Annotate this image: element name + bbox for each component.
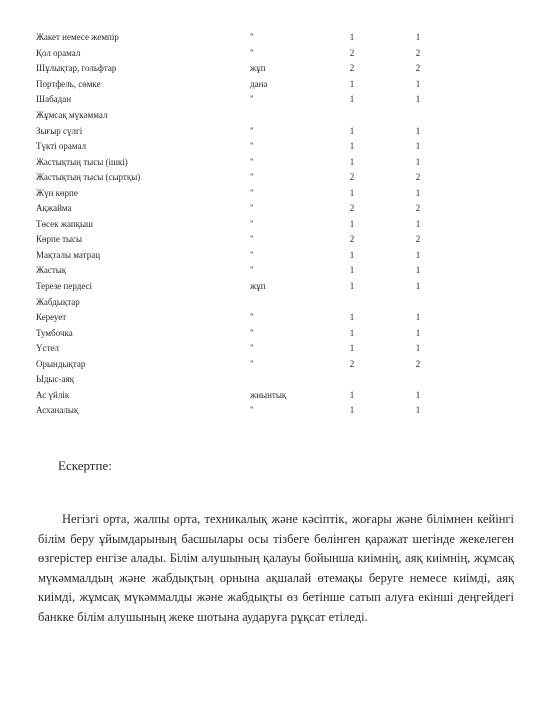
item-unit: " [250, 141, 254, 152]
item-unit: " [250, 358, 254, 369]
item-qty-1: 1 [349, 156, 355, 167]
item-qty-1: 1 [349, 187, 355, 198]
table-row [36, 341, 452, 357]
item-qty-2: 2 [415, 203, 421, 214]
table-row [36, 279, 452, 295]
item-qty-2: 1 [415, 156, 421, 167]
table-row [36, 310, 452, 326]
item-qty-1: 1 [349, 343, 355, 354]
item-qty-2: 2 [415, 172, 421, 183]
item-qty-1: 1 [349, 405, 355, 416]
item-name: Жастықтың тысы (ішкі) [36, 156, 128, 167]
item-unit: " [250, 312, 254, 323]
table-row [36, 325, 452, 341]
item-unit: " [250, 156, 254, 167]
item-qty-2: 1 [415, 78, 421, 89]
table-row [36, 185, 452, 201]
item-name: Жастықтың тысы (сыртқы) [36, 172, 141, 183]
table-row [36, 403, 452, 419]
item-qty-1: 1 [349, 327, 355, 338]
item-qty-2: 1 [415, 343, 421, 354]
item-name: Қол орамал [36, 47, 81, 58]
item-qty-2: 1 [415, 32, 421, 43]
item-qty-2: 1 [415, 218, 421, 229]
item-qty-2: 1 [415, 281, 421, 292]
item-unit: жиынтық [250, 389, 287, 400]
item-unit: " [250, 405, 254, 416]
table-row [36, 61, 452, 77]
item-name: Ас үйлік [36, 389, 70, 400]
item-qty-1: 1 [349, 125, 355, 136]
item-unit: дана [250, 78, 268, 89]
table-row [36, 232, 452, 248]
item-name: Түкті орамал [36, 141, 87, 152]
item-name: Жакет немесе жемпір [36, 32, 119, 43]
item-qty-1: 1 [349, 218, 355, 229]
item-unit: жұп [250, 281, 266, 292]
item-unit: " [250, 218, 254, 229]
table-row [36, 388, 452, 404]
item-qty-2: 1 [415, 327, 421, 338]
note-heading: Ескертпе: [58, 458, 112, 473]
item-unit: " [250, 343, 254, 354]
item-qty-2: 2 [415, 63, 421, 74]
table-row [36, 108, 452, 124]
table-row [36, 248, 452, 264]
item-qty-1: 1 [349, 312, 355, 323]
item-name: Терезе пердесі [36, 281, 93, 292]
table-row [36, 139, 452, 155]
item-name: Жүн көрпе [36, 187, 78, 198]
item-qty-1: 1 [349, 265, 355, 276]
item-qty-1 [320, 372, 384, 388]
item-name: Орындықтар [36, 358, 86, 369]
item-unit: " [250, 47, 254, 58]
item-name: Тумбочка [36, 327, 73, 338]
item-qty-1: 2 [349, 47, 355, 58]
item-name: Жұмсақ мүкәммал [36, 110, 108, 120]
item-qty-1: 1 [349, 32, 355, 43]
item-name: Зығыр сүлгі [36, 125, 83, 136]
item-unit [250, 372, 320, 388]
table-row [36, 30, 452, 46]
item-qty-2: 1 [415, 405, 421, 416]
table-row [36, 356, 452, 372]
item-qty-1 [320, 294, 384, 310]
item-qty-1: 1 [349, 281, 355, 292]
item-qty-2: 1 [415, 141, 421, 152]
item-name: Үстел [36, 343, 59, 354]
item-qty-2: 2 [415, 234, 421, 245]
table-row [36, 201, 452, 217]
item-name: Төсек жапқыш [36, 218, 93, 229]
table-row [36, 92, 452, 108]
item-qty-1: 1 [349, 94, 355, 105]
item-qty-1: 2 [349, 358, 355, 369]
item-unit: " [250, 94, 254, 105]
item-qty-1: 2 [349, 63, 355, 74]
item-unit: " [250, 234, 254, 245]
item-qty-2: 1 [415, 389, 421, 400]
table-row [36, 123, 452, 139]
table-row [36, 372, 452, 388]
item-qty-2 [384, 108, 452, 124]
item-unit [250, 294, 320, 310]
items-table [36, 30, 452, 419]
item-unit: " [250, 203, 254, 214]
item-qty-1: 1 [349, 249, 355, 260]
item-unit: " [250, 32, 254, 43]
item-qty-2: 2 [415, 358, 421, 369]
item-qty-1 [320, 108, 384, 124]
item-unit: " [250, 249, 254, 260]
item-qty-2: 1 [415, 265, 421, 276]
item-unit: жұп [250, 63, 266, 74]
table-row [36, 294, 452, 310]
item-qty-2: 1 [415, 187, 421, 198]
item-unit: " [250, 172, 254, 183]
item-qty-2: 1 [415, 249, 421, 260]
table-row [36, 46, 452, 62]
table-row [36, 217, 452, 233]
item-unit: " [250, 125, 254, 136]
item-qty-1: 2 [349, 203, 355, 214]
item-qty-2: 1 [415, 125, 421, 136]
item-unit: " [250, 187, 254, 198]
item-unit: " [250, 327, 254, 338]
item-qty-1: 1 [349, 78, 355, 89]
table-row [36, 154, 452, 170]
item-qty-2: 2 [415, 47, 421, 58]
item-name: Ыдыс-аяқ [36, 374, 74, 385]
item-unit: " [250, 265, 254, 276]
item-name: Көрпе тысы [36, 234, 83, 245]
item-name: Портфель, сөмке [36, 78, 101, 89]
item-qty-1: 1 [349, 141, 355, 152]
note-body: Негізгі орта, жалпы орта, техникалық және кәсіптік, жоғары және білімнен кейінгі білім беру ұйымдарының басшылары осы тізбеге бөлінген қаражат шегінде жекелеген өзгерістер енгізе алады. Білім алушының қалауы бойынша киімнің, аяқ киімнің, жұмсақ мүкәммалдың және жабдықтың орнына ақшалай өтемақы беруге немесе киімді, аяқ киімді, жұмсақ мүкәммалды және жабдықты өз бетінше сатып алуға екінші деңгейдегі банкке білім алушының жеке шотына аударуға рұқсат етіледі. [38, 512, 514, 624]
item-name: Жастық [36, 265, 67, 276]
item-name: Ақжайма [36, 203, 72, 214]
item-name: Жабдықтар [36, 296, 80, 307]
item-name: Асханалық [36, 405, 79, 416]
item-name: Кереует [36, 312, 67, 323]
table-row [36, 263, 452, 279]
item-qty-2 [384, 372, 452, 388]
table-row [36, 170, 452, 186]
item-unit [250, 108, 320, 124]
table-row [36, 77, 452, 93]
item-name: Шұлықтар, гольфтар [36, 63, 117, 74]
item-qty-2: 1 [415, 312, 421, 323]
item-name: Мақталы матрац [36, 249, 101, 260]
item-qty-1: 2 [349, 172, 355, 183]
item-qty-2: 1 [415, 94, 421, 105]
item-name: Шабадан [36, 94, 72, 105]
item-qty-1: 1 [349, 389, 355, 400]
item-qty-2 [384, 294, 452, 310]
item-qty-1: 2 [349, 234, 355, 245]
